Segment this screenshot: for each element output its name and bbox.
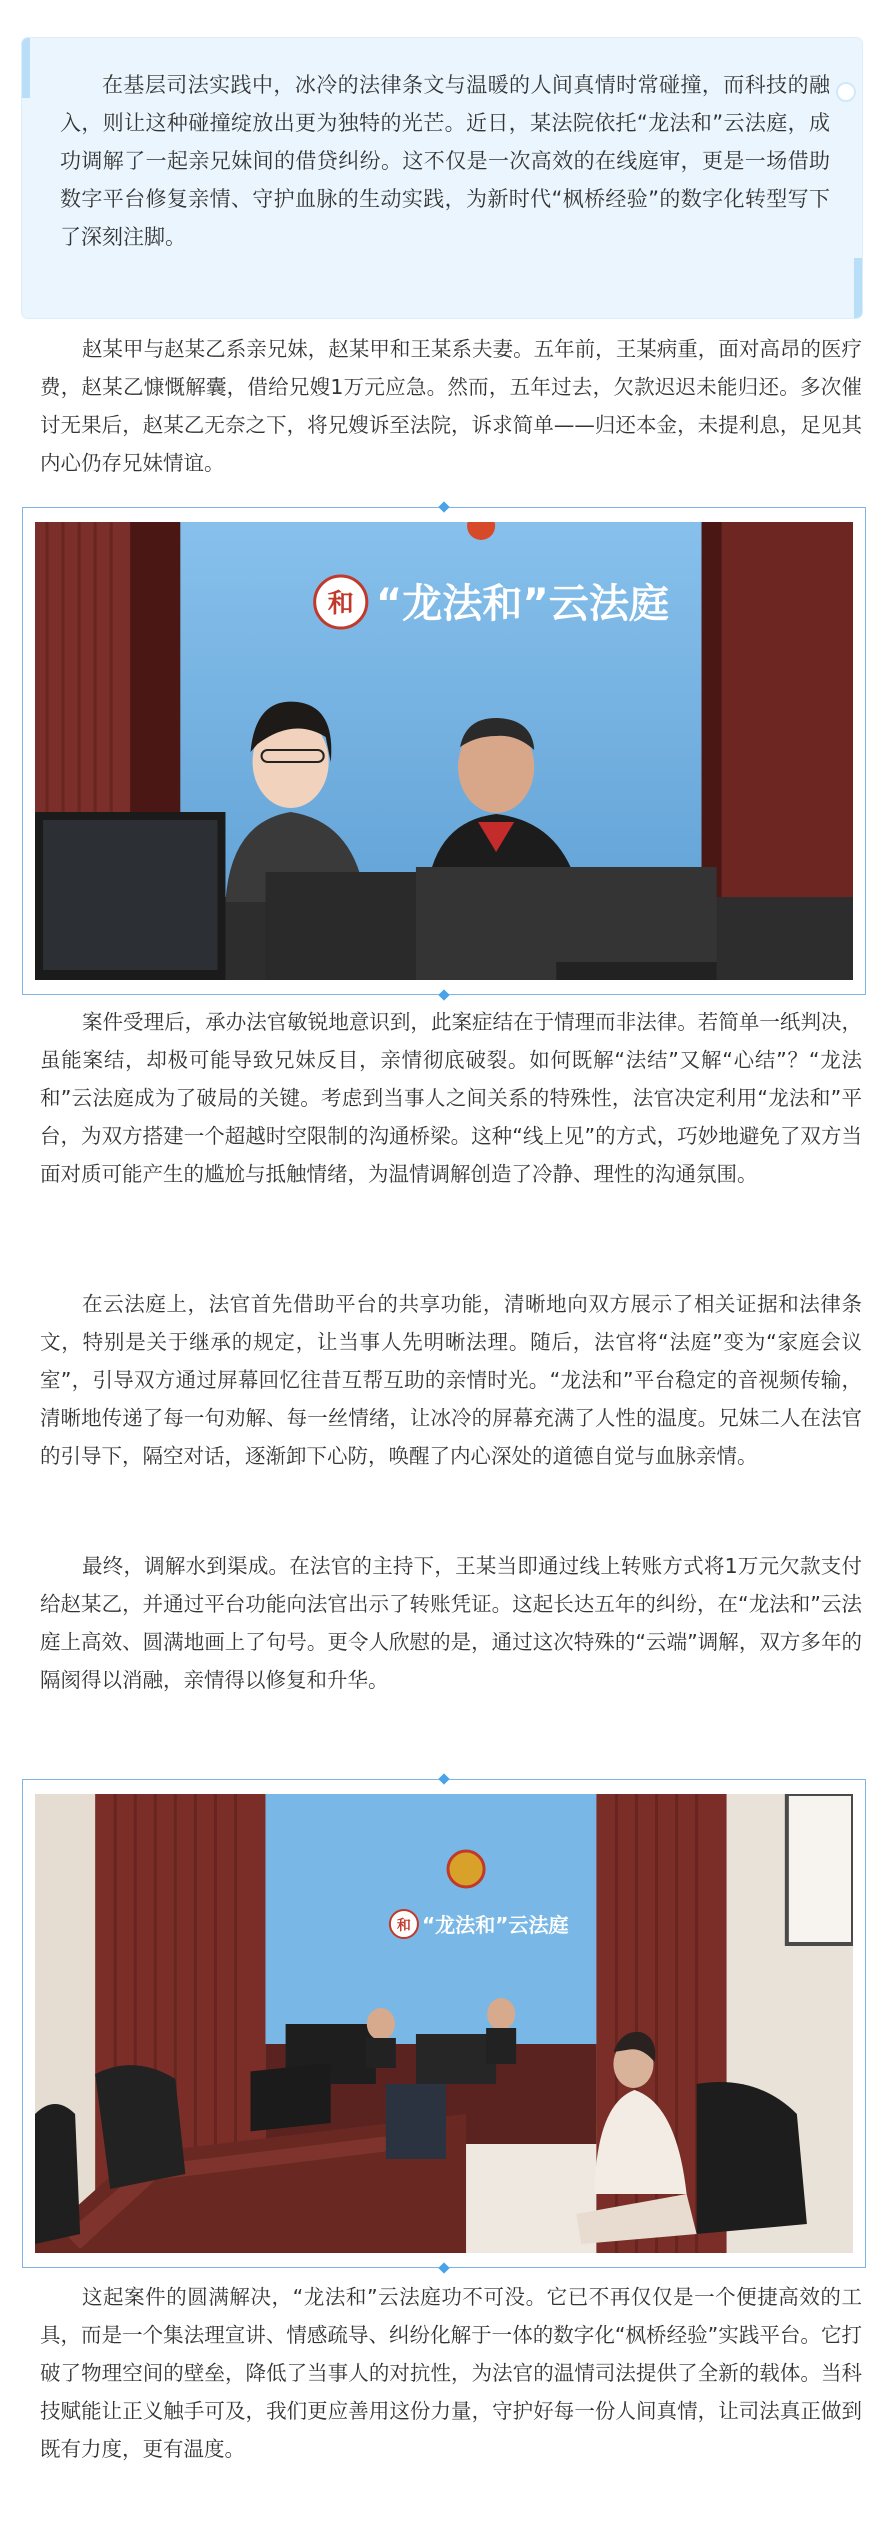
frame-diamond-bottom xyxy=(438,989,449,1000)
courtroom-photo-1-image xyxy=(35,522,853,980)
court-sign-2: “龙法和”云法庭 xyxy=(421,1913,569,1937)
courtroom-photo-1 xyxy=(35,522,853,980)
paragraph-5: 这起案件的圆满解决，“龙法和”云法庭功不可没。它已不再仅仅是一个便捷高效的工具，而是一个集法理宣讲、情感疏导、纠纷化解于一体的数字化“枫桥经验”实践平台。它打破了物理空间的壁垒，降低了当事人的对抗性，为法官的温情司法提供了全新的载体。当科技赋能让正义触手可及，我们更应善用这份力量，守护好每一份人间真情，让司法真正做到既有力度，更有温度。 xyxy=(40,2285,862,2461)
paragraph-2: 案件受理后，承办法官敏锐地意识到，此案症结在于情理而非法律。若简单一纸判决，虽能案结，却极可能导致兄妹反目，亲情彻底破裂。如何既解“法结”又解“心结”？“龙法和”云法庭成为了破局的关键。考虑到当事人之间关系的特殊性，法官决定利用“龙法和”平台，为双方搭建一个超越时空限制的沟通桥梁。这种“线上见”的方式，巧妙地避免了双方当面对质可能产生的尴尬与抵触情绪，为温情调解创造了冷静、理性的沟通氛围。 xyxy=(40,1010,862,1186)
frame-diamond-top xyxy=(438,501,449,512)
courtroom-photo-2-image xyxy=(35,1794,853,2253)
paragraph-4: 最终，调解水到渠成。在法官的主持下，王某当即通过线上转账方式将1万元欠款支付给赵某乙，并通过平台功能向法官出示了转账凭证。这起长达五年的纠纷，在“龙法和”云法庭上高效、圆满地画上了句号。更令人欣慰的是，通过这次特殊的“云端”调解，双方多年的隔阂得以消融，亲情得以修复和升华。 xyxy=(40,1554,862,1692)
court-sign-1: “龙法和”云法庭 xyxy=(375,581,670,627)
paragraph-3: 在云法庭上，法官首先借助平台的共享功能，清晰地向双方展示了相关证据和法律条文，特别是关于继承的规定，让当事人先明晰法理。随后，法官将“法庭”变为“家庭会议室”，引导双方通过屏幕回忆往昔互帮互助的亲情时光。“龙法和”平台稳定的音视频传输，清晰地传递了每一句劝解、每一丝情绪，让冰冷的屏幕充满了人性的温度。兄妹二人在法官的引导下，隔空对话，逐渐卸下心防，唤醒了内心深处的道德自觉与血脉亲情。 xyxy=(40,1292,862,1468)
frame-diamond-top xyxy=(438,1773,449,1784)
photo-frame-1 xyxy=(22,507,866,995)
sign-seal-2: 和 xyxy=(396,1918,411,1934)
courtroom-photo-2 xyxy=(35,1794,853,2253)
photo-frame-2 xyxy=(22,1779,866,2268)
decorative-dot xyxy=(836,82,856,102)
sign-seal-1: 和 xyxy=(327,589,354,619)
frame-diamond-bottom xyxy=(438,2262,449,2273)
paragraph-1: 赵某甲与赵某乙系亲兄妹，赵某甲和王某系夫妻。五年前，王某病重，面对高昂的医疗费，赵某乙慷慨解囊，借给兄嫂1万元应急。然而，五年过去，欠款迟迟未能归还。多次催讨无果后，赵某乙无奈之下，将兄嫂诉至法院，诉求简单——归还本金，未提利息，足见其内心仍存兄妹情谊。 xyxy=(40,337,862,475)
intro-text: 在基层司法实践中，冰冷的法律条文与温暖的人间真情时常碰撞，而科技的融入，则让这种碰撞绽放出更为独特的光芒。近日，某法院依托“龙法和”云法庭，成功调解了一起亲兄妹间的借贷纠纷。这不仅是一次高效的在线庭审，更是一场借助数字平台修复亲情、守护血脉的生动实践，为新时代“枫桥经验”的数字化转型写下了深刻注脚。 xyxy=(60,73,830,249)
